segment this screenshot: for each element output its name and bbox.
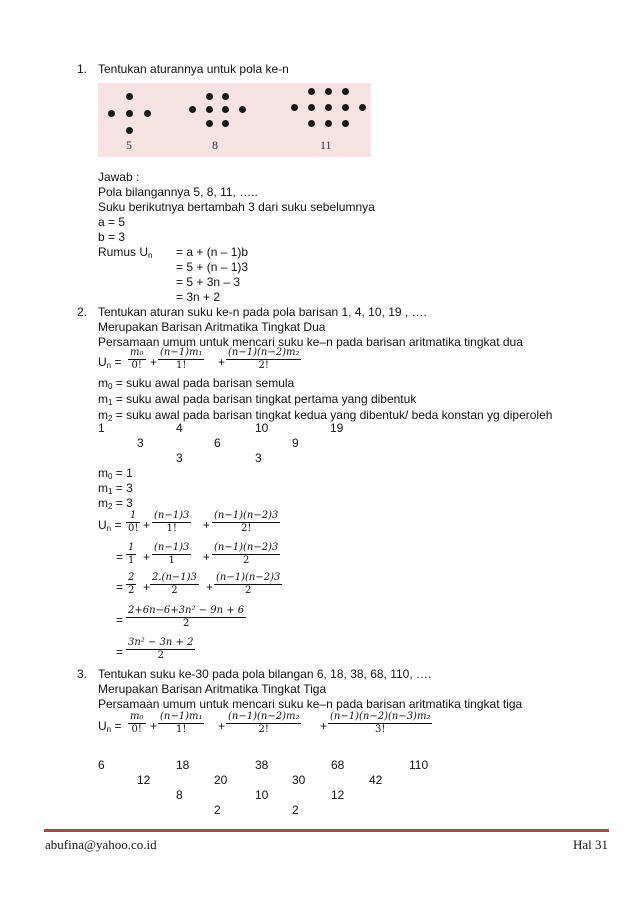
diff-value: 19 — [330, 421, 344, 435]
q3-title: Tentukan suku ke-30 pada pola bilangan 6, 18, 38, 68, 110, …. — [98, 667, 432, 681]
answer-line: b = 3 — [98, 230, 126, 244]
diff-value: 18 — [176, 758, 190, 772]
q2-subtitle: Merupakan Barisan Aritmatika Tingkat Dua — [98, 320, 326, 334]
plus-sign: + — [143, 518, 151, 532]
definition-line: $m_0$ = suku awal pada barisan semula — [98, 376, 295, 391]
pattern-dot — [342, 88, 349, 95]
q2-general: Persamaan umum untuk mencari suku ke–n pada barisan aritmatika tingkat dua — [98, 335, 523, 349]
pattern-dot — [239, 106, 246, 113]
value-line: $m_2 = 3$ — [98, 496, 133, 511]
fraction: $\frac{\text{m₀}}{0!}$ — [130, 347, 144, 371]
plus-sign: + — [206, 580, 214, 594]
pattern-dot — [206, 93, 213, 100]
pattern-dot — [325, 104, 332, 111]
pattern-dot — [222, 106, 229, 113]
answer-line: Pola bilangannya 5, 8, 11, ….. — [98, 185, 258, 199]
pattern-dot — [325, 120, 332, 127]
rumus-step: = 3n + 2 — [176, 290, 221, 304]
pattern-dot — [359, 104, 366, 111]
diff-value: 9 — [292, 436, 299, 450]
diff-value: 3 — [176, 451, 183, 465]
fraction: $\frac{\text{(n−1)(n−2)m₂}}{2!}$ — [228, 347, 300, 371]
fraction: $\frac{\text{3n² − 3n + 2}}{2}$ — [128, 637, 194, 661]
diff-value: 12 — [331, 788, 345, 802]
equals-sign: = — [116, 613, 124, 627]
value-line: $m_1 = 3$ — [98, 481, 133, 496]
figure-label: 11 — [320, 138, 332, 152]
un-label: $U_n$ = — [98, 355, 122, 370]
figure-label: 5 — [126, 138, 132, 152]
rumus-step: = 5 + (n – 1)3 — [176, 260, 249, 274]
plus-sign: + — [218, 355, 226, 369]
plus-sign: + — [203, 550, 211, 564]
q3-number: 3. — [77, 667, 88, 681]
diff-value: 38 — [255, 758, 269, 772]
rumus-step: = 5 + 3n – 3 — [176, 275, 241, 289]
fraction: $\frac{\text{m₀}}{0!}$ — [130, 711, 144, 735]
answer-line: Jawab : — [98, 170, 140, 184]
q1-title: Tentukan aturannya untuk pola ke-n — [98, 62, 289, 76]
fraction: $\frac{\text{(n−1)m₁}}{1!}$ — [160, 711, 203, 735]
diff-value: 20 — [214, 773, 228, 787]
diff-value: 68 — [331, 758, 345, 772]
pattern-dot — [308, 120, 315, 127]
diff-value: 110 — [409, 758, 429, 772]
pattern-dot — [308, 104, 315, 111]
equals-sign: = — [116, 645, 124, 659]
rumus-label: Rumus $U_n$ — [98, 245, 153, 260]
fraction: $\frac{2.(n-1)3}{2}$ — [152, 572, 197, 596]
equals-sign: = — [116, 550, 124, 564]
equals-sign: = — [116, 580, 124, 594]
footer-divider — [44, 829, 609, 832]
pattern-dot — [108, 110, 115, 117]
pattern-dot — [189, 106, 196, 113]
diff-value: 8 — [176, 788, 183, 802]
pattern-dot — [342, 120, 349, 127]
fraction: $\frac{\text{(n−1)(n−2)(n−3)m₂}}{3!}$ — [330, 711, 431, 735]
pattern-dot — [342, 104, 349, 111]
definition-line: $m_2$ = suku awal pada barisan tingkat kedua yang dibentuk/ beda konstan yg diperoleh — [98, 408, 553, 423]
fraction: $\frac{(n-1)(n-2)3}{2}$ — [214, 542, 279, 566]
plus-sign: + — [150, 719, 158, 733]
fraction: $\frac{1}{0!}$ — [128, 510, 139, 534]
fraction: $\frac{(n-1)(n-2)3}{2}$ — [216, 572, 281, 596]
diff-value: 2 — [214, 803, 221, 817]
pattern-dot — [206, 106, 213, 113]
pattern-dot — [308, 88, 315, 95]
plus-sign: + — [143, 580, 151, 594]
q2-title: Tentukan aturan suku ke-n pada pola barisan 1, 4, 10, 19 , …. — [98, 305, 427, 319]
diff-value: 10 — [255, 421, 269, 435]
answer-line: Suku berikutnya bertambah 3 dari suku sebelumnya — [98, 200, 375, 214]
plus-sign: + — [150, 355, 158, 369]
definition-line: $m_1$ = suku awal pada barisan tingkat pertama yang dibentuk — [98, 392, 417, 407]
fraction: $\frac{\text{2+6n−6+3n² − 9n + 6}}{2}$ — [128, 605, 245, 629]
footer-page-number: Hal 31 — [572, 837, 608, 852]
fraction: $\frac{1}{1}$ — [128, 542, 135, 566]
plus-sign: + — [203, 518, 211, 532]
diff-value: 3 — [137, 436, 144, 450]
rumus-step: = a + (n – 1)b — [176, 245, 249, 259]
q2-number: 2. — [77, 305, 88, 319]
pattern-dot — [206, 120, 213, 127]
pattern-dot — [126, 93, 133, 100]
diff-value: 2 — [292, 803, 299, 817]
diff-value: 1 — [98, 421, 105, 435]
footer-email: abufina@yahoo.co.id — [45, 837, 157, 852]
fraction: $\frac{\text{(n−1)(n−2)m₂}}{2!}$ — [228, 711, 300, 735]
q3-subtitle: Merupakan Barisan Aritmatika Tingkat Tiga — [98, 682, 327, 696]
diff-value: 6 — [214, 436, 221, 450]
diff-value: 4 — [176, 421, 183, 435]
diff-value: 30 — [292, 773, 306, 787]
diff-value: 6 — [98, 758, 105, 772]
pattern-dot — [144, 110, 151, 117]
value-line: $m_0 = 1$ — [98, 466, 133, 481]
pattern-dot — [222, 93, 229, 100]
pattern-dot — [222, 120, 229, 127]
q3-general: Persamaan umum untuk mencari suku ke–n pada barisan aritmatika tingkat tiga — [98, 697, 523, 711]
fraction: $\frac{2}{2}$ — [128, 572, 135, 596]
fraction: $\frac{(n-1)3}{1}$ — [154, 542, 190, 566]
un-label: $U_n$ = — [98, 518, 122, 533]
pattern-dot — [126, 127, 133, 134]
diff-value: 3 — [255, 451, 262, 465]
q1-number: 1. — [77, 62, 88, 76]
fraction: $\frac{\text{(n−1)m₁}}{1!}$ — [160, 347, 203, 371]
dot-pattern-figure — [98, 83, 371, 157]
figure-label: 8 — [212, 138, 218, 152]
fraction: $\frac{(n-1)(n-2)3}{2!}$ — [214, 510, 279, 534]
plus-sign: + — [143, 550, 151, 564]
plus-sign: + — [320, 719, 328, 733]
diff-value: 10 — [255, 788, 269, 802]
pattern-dot — [126, 110, 133, 117]
un-label: $U_n$ = — [98, 719, 122, 734]
pattern-dot — [291, 104, 298, 111]
fraction: $\frac{(n-1)3}{1!}$ — [154, 510, 190, 534]
plus-sign: + — [218, 719, 226, 733]
answer-line: a = 5 — [98, 215, 126, 229]
pattern-dot — [325, 88, 332, 95]
diff-value: 42 — [369, 773, 383, 787]
diff-value: 12 — [137, 773, 151, 787]
